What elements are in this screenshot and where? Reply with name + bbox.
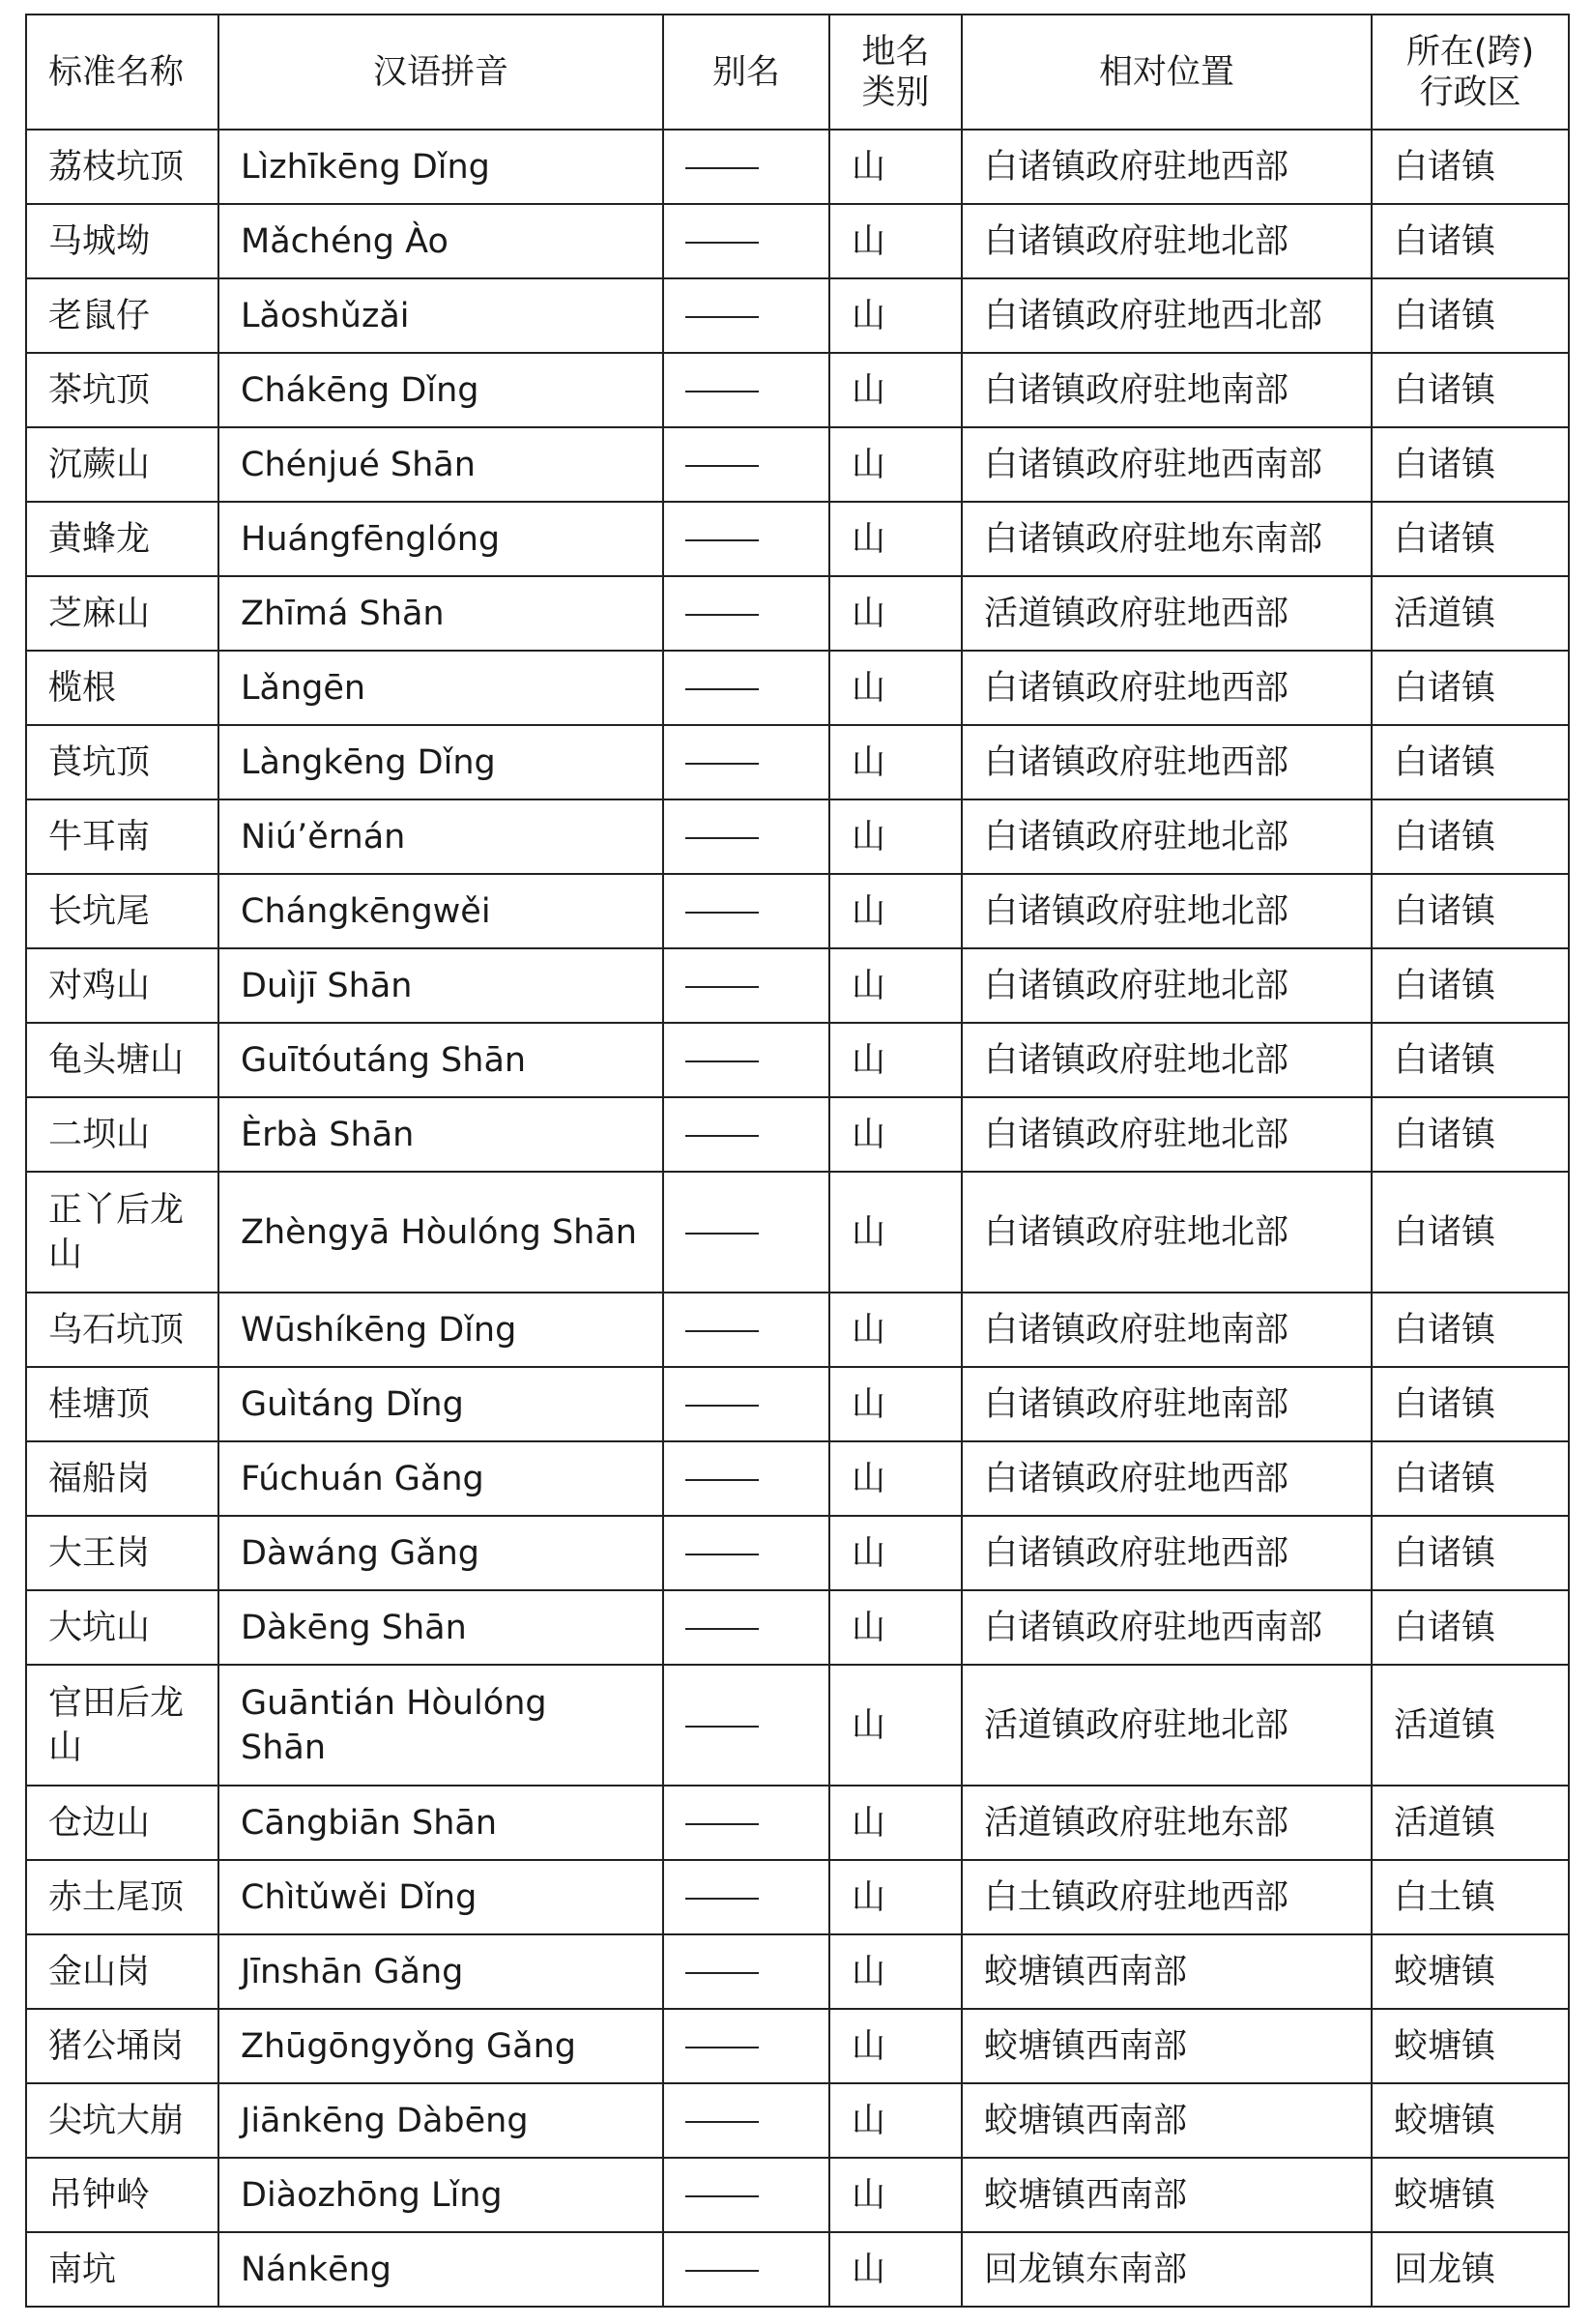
alias-dash — [685, 763, 759, 765]
cell-pinyin: Chángkēngwěi — [218, 874, 663, 948]
header-pinyin: 汉语拼音 — [218, 15, 663, 130]
cell-alias — [663, 1590, 829, 1665]
cell-pinyin: Cāngbiān Shān — [218, 1786, 663, 1860]
cell-standard-name: 吊钟岭 — [26, 2158, 218, 2232]
cell-pinyin: Lìzhīkēng Dǐng — [218, 130, 663, 204]
cell-alias — [663, 1172, 829, 1293]
cell-place-type: 山 — [829, 1516, 962, 1590]
cell-pinyin: Èrbà Shān — [218, 1097, 663, 1172]
alias-dash — [685, 1898, 759, 1900]
cell-alias — [663, 1934, 829, 2009]
alias-dash — [685, 539, 759, 541]
alias-dash — [685, 1726, 759, 1728]
cell-place-type: 山 — [829, 651, 962, 725]
cell-admin-region: 白土镇 — [1372, 1860, 1569, 1934]
cell-place-type: 山 — [829, 1367, 962, 1441]
cell-place-type: 山 — [829, 204, 962, 278]
cell-relative-location: 活道镇政府驻地东部 — [962, 1786, 1372, 1860]
cell-admin-region: 白诸镇 — [1372, 651, 1569, 725]
cell-standard-name: 长坑尾 — [26, 874, 218, 948]
cell-relative-location: 白土镇政府驻地西部 — [962, 1860, 1372, 1934]
cell-alias — [663, 2158, 829, 2232]
cell-standard-name: 正丫后龙山 — [26, 1172, 218, 1293]
cell-relative-location: 白诸镇政府驻地西部 — [962, 1516, 1372, 1590]
cell-relative-location: 活道镇政府驻地北部 — [962, 1665, 1372, 1786]
header-row — [26, 15, 1569, 130]
cell-admin-region: 白诸镇 — [1372, 502, 1569, 576]
cell-standard-name: 仓边山 — [26, 1786, 218, 1860]
cell-pinyin: Chénjué Shān — [218, 427, 663, 502]
cell-relative-location: 白诸镇政府驻地西北部 — [962, 278, 1372, 353]
cell-alias — [663, 130, 829, 204]
cell-alias — [663, 2009, 829, 2083]
cell-pinyin: Làngkēng Dǐng — [218, 725, 663, 799]
alias-dash — [685, 1554, 759, 1555]
cell-admin-region: 白诸镇 — [1372, 278, 1569, 353]
cell-alias — [663, 1097, 829, 1172]
header-place-type-line2: 类别 — [861, 73, 930, 112]
cell-alias — [663, 1860, 829, 1934]
alias-dash — [685, 1479, 759, 1481]
table-row — [26, 1665, 1569, 1786]
alias-dash — [685, 2270, 759, 2272]
cell-pinyin: Zhūgōngyǒng Gǎng — [218, 2009, 663, 2083]
cell-standard-name: 茶坑顶 — [26, 353, 218, 427]
cell-standard-name: 赤土尾顶 — [26, 1860, 218, 1934]
cell-relative-location: 白诸镇政府驻地北部 — [962, 1172, 1372, 1293]
cell-alias — [663, 353, 829, 427]
cell-standard-name: 桂塘顶 — [26, 1367, 218, 1441]
cell-admin-region: 白诸镇 — [1372, 725, 1569, 799]
cell-admin-region: 白诸镇 — [1372, 799, 1569, 874]
cell-standard-name: 芝麻山 — [26, 576, 218, 651]
cell-alias — [663, 1786, 829, 1860]
cell-alias — [663, 2232, 829, 2307]
cell-standard-name: 南坑 — [26, 2232, 218, 2307]
cell-relative-location: 白诸镇政府驻地南部 — [962, 1367, 1372, 1441]
cell-pinyin: Fúchuán Gǎng — [218, 1441, 663, 1516]
cell-admin-region: 蛟塘镇 — [1372, 2158, 1569, 2232]
table-row — [26, 1590, 1569, 1665]
alias-dash — [685, 242, 759, 244]
cell-place-type: 山 — [829, 725, 962, 799]
cell-relative-location: 白诸镇政府驻地北部 — [962, 1023, 1372, 1097]
cell-standard-name: 榄根 — [26, 651, 218, 725]
cell-admin-region: 蛟塘镇 — [1372, 1934, 1569, 2009]
cell-admin-region: 白诸镇 — [1372, 1590, 1569, 1665]
cell-standard-name: 老鼠仔 — [26, 278, 218, 353]
cell-place-type: 山 — [829, 130, 962, 204]
table-row — [26, 576, 1569, 651]
header-place-type-line1: 地名 — [861, 32, 930, 72]
alias-dash — [685, 837, 759, 839]
table-row — [26, 725, 1569, 799]
cell-admin-region: 白诸镇 — [1372, 1172, 1569, 1293]
cell-admin-region: 蛟塘镇 — [1372, 2009, 1569, 2083]
alias-dash — [685, 2121, 759, 2123]
cell-standard-name: 二坝山 — [26, 1097, 218, 1172]
cell-pinyin: Lǎngēn — [218, 651, 663, 725]
cell-relative-location: 蛟塘镇西南部 — [962, 2158, 1372, 2232]
alias-dash — [685, 1972, 759, 1974]
cell-pinyin: Jiānkēng Dàbēng — [218, 2083, 663, 2158]
cell-standard-name: 大坑山 — [26, 1590, 218, 1665]
cell-pinyin: Dàkēng Shān — [218, 1590, 663, 1665]
cell-relative-location: 白诸镇政府驻地东南部 — [962, 502, 1372, 576]
alias-dash — [685, 167, 759, 169]
cell-place-type: 山 — [829, 799, 962, 874]
cell-place-type: 山 — [829, 427, 962, 502]
cell-admin-region: 白诸镇 — [1372, 204, 1569, 278]
cell-relative-location: 白诸镇政府驻地西南部 — [962, 1590, 1372, 1665]
cell-alias — [663, 1293, 829, 1367]
cell-place-type: 山 — [829, 353, 962, 427]
cell-standard-name: 大王岗 — [26, 1516, 218, 1590]
cell-pinyin: Guāntián Hòulóng Shān — [218, 1665, 663, 1786]
alias-dash — [685, 2195, 759, 2197]
cell-admin-region: 活道镇 — [1372, 1665, 1569, 1786]
table-row — [26, 278, 1569, 353]
cell-place-type: 山 — [829, 1441, 962, 1516]
cell-place-type: 山 — [829, 278, 962, 353]
cell-alias — [663, 948, 829, 1023]
cell-pinyin: Lǎoshǔzǎi — [218, 278, 663, 353]
cell-relative-location: 白诸镇政府驻地西部 — [962, 1441, 1372, 1516]
cell-relative-location: 白诸镇政府驻地北部 — [962, 874, 1372, 948]
cell-alias — [663, 204, 829, 278]
alias-dash — [685, 1823, 759, 1825]
cell-alias — [663, 278, 829, 353]
cell-relative-location: 白诸镇政府驻地北部 — [962, 1097, 1372, 1172]
alias-dash — [685, 688, 759, 690]
header-admin-region-line1: 所在(跨) — [1405, 32, 1535, 72]
cell-pinyin: Zhèngyā Hòulóng Shān — [218, 1172, 663, 1293]
cell-admin-region: 白诸镇 — [1372, 130, 1569, 204]
cell-alias — [663, 1516, 829, 1590]
cell-pinyin: Chákēng Dǐng — [218, 353, 663, 427]
table-row — [26, 651, 1569, 725]
cell-admin-region: 白诸镇 — [1372, 427, 1569, 502]
cell-place-type: 山 — [829, 874, 962, 948]
cell-place-type: 山 — [829, 948, 962, 1023]
cell-admin-region: 白诸镇 — [1372, 1293, 1569, 1367]
alias-dash — [685, 614, 759, 616]
table-row — [26, 2083, 1569, 2158]
header-relative-location: 相对位置 — [962, 15, 1372, 130]
cell-pinyin: Wūshíkēng Dǐng — [218, 1293, 663, 1367]
header-admin-region-line2: 行政区 — [1419, 73, 1521, 112]
alias-dash — [685, 2047, 759, 2048]
alias-dash — [685, 1405, 759, 1407]
alias-dash — [685, 1330, 759, 1332]
cell-alias — [663, 427, 829, 502]
cell-alias — [663, 502, 829, 576]
cell-admin-region: 白诸镇 — [1372, 1023, 1569, 1097]
cell-admin-region: 白诸镇 — [1372, 1441, 1569, 1516]
cell-pinyin: Nánkēng — [218, 2232, 663, 2307]
table-row — [26, 948, 1569, 1023]
cell-place-type: 山 — [829, 2232, 962, 2307]
alias-dash — [685, 1135, 759, 1137]
cell-relative-location: 白诸镇政府驻地西部 — [962, 130, 1372, 204]
cell-standard-name: 尖坑大崩 — [26, 2083, 218, 2158]
table-row — [26, 1097, 1569, 1172]
cell-admin-region: 白诸镇 — [1372, 1367, 1569, 1441]
cell-place-type: 山 — [829, 1023, 962, 1097]
cell-alias — [663, 651, 829, 725]
cell-relative-location: 白诸镇政府驻地南部 — [962, 1293, 1372, 1367]
cell-pinyin: Guītóutáng Shān — [218, 1023, 663, 1097]
cell-admin-region: 白诸镇 — [1372, 1516, 1569, 1590]
cell-place-type: 山 — [829, 1934, 962, 2009]
cell-place-type: 山 — [829, 1860, 962, 1934]
table-row — [26, 2009, 1569, 2083]
table-row — [26, 1860, 1569, 1934]
cell-relative-location: 蛟塘镇西南部 — [962, 2009, 1372, 2083]
table-row — [26, 2158, 1569, 2232]
table-row — [26, 502, 1569, 576]
cell-admin-region: 白诸镇 — [1372, 948, 1569, 1023]
alias-dash — [685, 465, 759, 467]
cell-standard-name: 金山岗 — [26, 1934, 218, 2009]
cell-place-type: 山 — [829, 1097, 962, 1172]
cell-alias — [663, 576, 829, 651]
cell-alias — [663, 1367, 829, 1441]
cell-relative-location: 白诸镇政府驻地北部 — [962, 948, 1372, 1023]
cell-place-type: 山 — [829, 576, 962, 651]
table-row — [26, 130, 1569, 204]
cell-admin-region: 活道镇 — [1372, 576, 1569, 651]
table-row — [26, 2232, 1569, 2307]
alias-dash — [685, 986, 759, 988]
cell-standard-name: 荔枝坑顶 — [26, 130, 218, 204]
cell-standard-name: 官田后龙山 — [26, 1665, 218, 1786]
cell-alias — [663, 874, 829, 948]
cell-alias — [663, 725, 829, 799]
cell-relative-location: 白诸镇政府驻地西部 — [962, 651, 1372, 725]
cell-relative-location: 回龙镇东南部 — [962, 2232, 1372, 2307]
cell-alias — [663, 799, 829, 874]
table-row — [26, 353, 1569, 427]
cell-standard-name: 黄蜂龙 — [26, 502, 218, 576]
cell-place-type: 山 — [829, 1172, 962, 1293]
place-name-table — [25, 14, 1570, 2308]
cell-place-type: 山 — [829, 2158, 962, 2232]
table-body — [26, 130, 1569, 2307]
table-row — [26, 1172, 1569, 1293]
table-row — [26, 1516, 1569, 1590]
cell-admin-region: 白诸镇 — [1372, 353, 1569, 427]
cell-pinyin: Huángfēnglóng — [218, 502, 663, 576]
table-row — [26, 1293, 1569, 1367]
cell-pinyin: Guìtáng Dǐng — [218, 1367, 663, 1441]
cell-relative-location: 白诸镇政府驻地西南部 — [962, 427, 1372, 502]
table-row — [26, 427, 1569, 502]
table-row — [26, 1786, 1569, 1860]
cell-place-type: 山 — [829, 1590, 962, 1665]
cell-place-type: 山 — [829, 502, 962, 576]
table-row — [26, 204, 1569, 278]
cell-pinyin: Diàozhōng Lǐng — [218, 2158, 663, 2232]
cell-relative-location: 活道镇政府驻地西部 — [962, 576, 1372, 651]
cell-pinyin: Niú’ěrnán — [218, 799, 663, 874]
cell-standard-name: 福船岗 — [26, 1441, 218, 1516]
cell-alias — [663, 1665, 829, 1786]
cell-standard-name: 对鸡山 — [26, 948, 218, 1023]
cell-relative-location: 白诸镇政府驻地西部 — [962, 725, 1372, 799]
alias-dash — [685, 1233, 759, 1235]
cell-relative-location: 白诸镇政府驻地北部 — [962, 204, 1372, 278]
table-row — [26, 1367, 1569, 1441]
cell-relative-location: 蛟塘镇西南部 — [962, 2083, 1372, 2158]
cell-pinyin: Jīnshān Gǎng — [218, 1934, 663, 2009]
cell-standard-name: 牛耳南 — [26, 799, 218, 874]
cell-place-type: 山 — [829, 1293, 962, 1367]
cell-place-type: 山 — [829, 1665, 962, 1786]
table-row — [26, 874, 1569, 948]
cell-relative-location: 白诸镇政府驻地北部 — [962, 799, 1372, 874]
header-alias: 别名 — [663, 15, 829, 130]
cell-alias — [663, 1441, 829, 1516]
alias-dash — [685, 391, 759, 392]
table-row — [26, 799, 1569, 874]
alias-dash — [685, 1628, 759, 1630]
cell-relative-location: 白诸镇政府驻地南部 — [962, 353, 1372, 427]
table-row — [26, 1934, 1569, 2009]
cell-standard-name: 莨坑顶 — [26, 725, 218, 799]
cell-pinyin: Dàwáng Gǎng — [218, 1516, 663, 1590]
cell-pinyin: Zhīmá Shān — [218, 576, 663, 651]
cell-place-type: 山 — [829, 2083, 962, 2158]
table-row — [26, 1441, 1569, 1516]
cell-admin-region: 活道镇 — [1372, 1786, 1569, 1860]
alias-dash — [685, 1060, 759, 1062]
cell-admin-region: 白诸镇 — [1372, 874, 1569, 948]
cell-alias — [663, 2083, 829, 2158]
header-place-type — [829, 15, 962, 130]
cell-standard-name: 乌石坑顶 — [26, 1293, 218, 1367]
cell-admin-region: 回龙镇 — [1372, 2232, 1569, 2307]
cell-standard-name: 猪公埇岗 — [26, 2009, 218, 2083]
alias-dash — [685, 316, 759, 318]
cell-standard-name: 龟头塘山 — [26, 1023, 218, 1097]
cell-relative-location: 蛟塘镇西南部 — [962, 1934, 1372, 2009]
table-row — [26, 1023, 1569, 1097]
header-admin-region — [1372, 15, 1569, 130]
cell-place-type: 山 — [829, 2009, 962, 2083]
alias-dash — [685, 912, 759, 914]
cell-pinyin: Duìjī Shān — [218, 948, 663, 1023]
cell-pinyin: Chìtǔwěi Dǐng — [218, 1860, 663, 1934]
cell-place-type: 山 — [829, 1786, 962, 1860]
header-standard-name: 标准名称 — [26, 15, 218, 130]
cell-admin-region: 白诸镇 — [1372, 1097, 1569, 1172]
cell-standard-name: 沉蕨山 — [26, 427, 218, 502]
cell-alias — [663, 1023, 829, 1097]
cell-standard-name: 马城坳 — [26, 204, 218, 278]
cell-pinyin: Mǎchéng Ào — [218, 204, 663, 278]
cell-admin-region: 蛟塘镇 — [1372, 2083, 1569, 2158]
